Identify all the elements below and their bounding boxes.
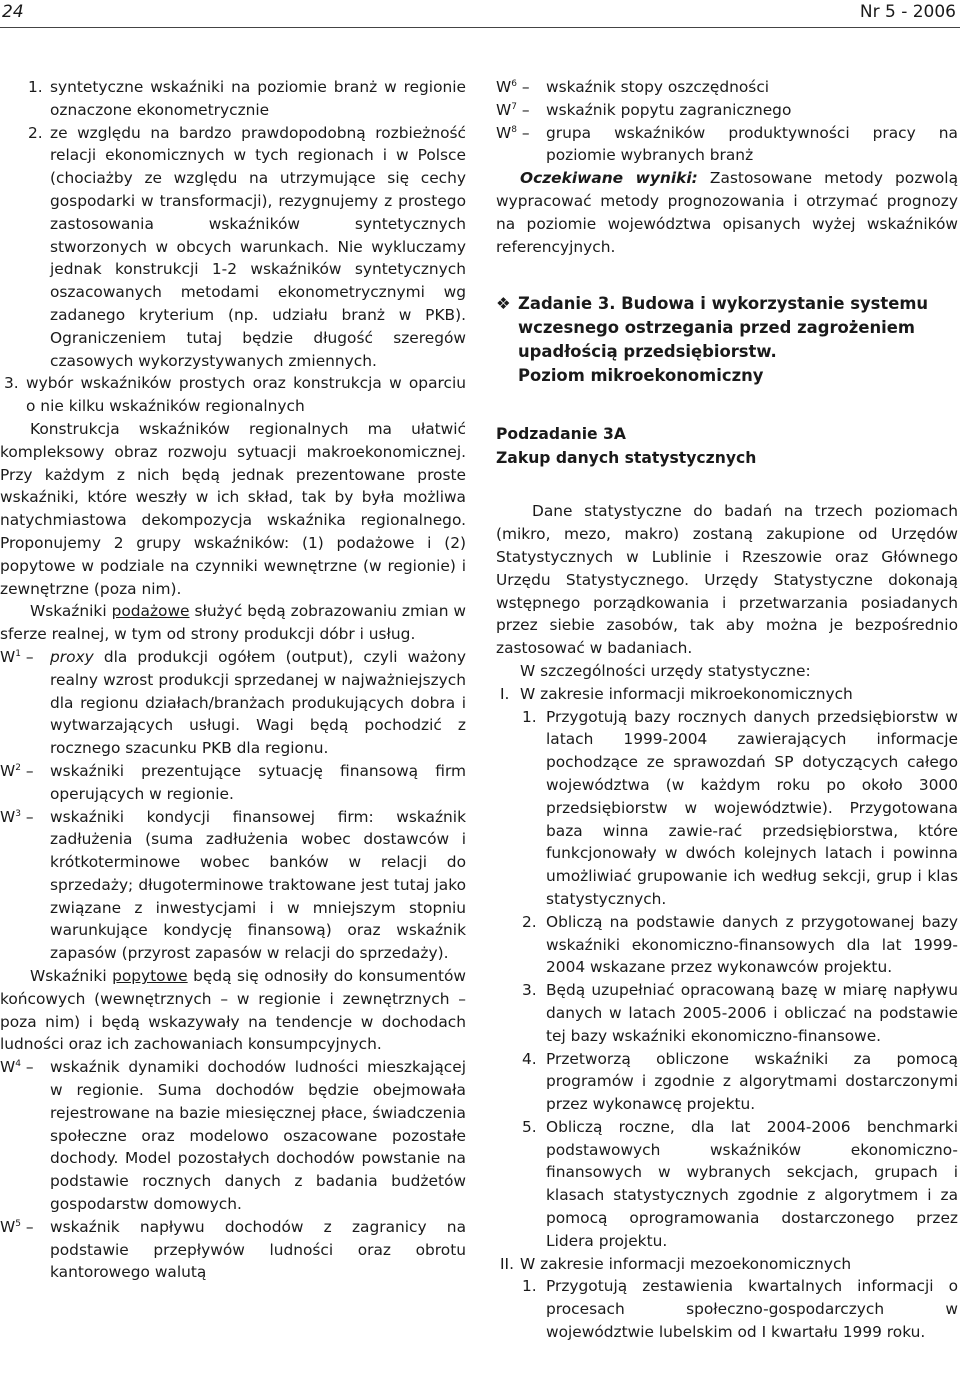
list-item: 2. Obliczą na podstawie danych z przygotowanej bazy wskaźniki ekonomiczno-finansowych dla lat 1999-2004 wskazane przez wykonawców projektu.	[522, 912, 958, 977]
task-level: Poziom mikroekonomiczny	[518, 366, 764, 386]
indicator-w7: $W^7$ – wskaźnik popytu zagranicznego	[496, 100, 792, 119]
list-item: 3. wybór wskaźników prostych oraz konstrukcja w oparciu o nie kilku wskaźników regionalnych	[4, 374, 466, 416]
diamond-bullet-icon: ❖	[496, 294, 511, 314]
list-item: 1. syntetyczne wskaźniki na poziomie branż w regionie oznaczone ekonometrycznie	[28, 78, 466, 119]
indicator-w5: $W^5$ – wskaźnik napływu dochodów z zagranicy na podstawie przepływów ludności oraz obrotu kantorowego walutą	[0, 1217, 466, 1282]
section-mikro: I. W zakresie informacji mikroekonomicznych	[500, 684, 853, 703]
indicator-w8: $W^8$ – grupa wskaźników produktywności pracy na poziomie wybranych branż	[496, 123, 958, 165]
list-item: 4. Przetworzą obliczone wskaźniki za pomocą programów i zgodnie z algorytmami dostarczonymi przez wykonawcę projektu.	[522, 1049, 958, 1114]
right-column	[496, 76, 958, 1344]
subtask-title: Podzadanie 3A	[496, 425, 626, 444]
page-number: 24	[2, 2, 24, 22]
subtask-subtitle: Zakup danych statystycznych	[496, 449, 757, 468]
page-header	[0, 0, 960, 26]
indicator-w4: $W^4$ – wskaźnik dynamiki dochodów ludności mieszkającej w regionie. Suma dochodów będzie obejmowała rejestrowane na bazie miesięcznej płace, świadczenia społeczne oraz modelowo oszacowane pozostałe dochody. Model pozostałych dochodów powstanie na podstawie rocznych danych z badania budżetów gospodarstw domowych.	[0, 1058, 466, 1214]
indicator-w2: $W^2$ – wskaźniki prezentujące sytuację finansową firm operujących w regionie.	[0, 761, 466, 803]
indicator-w3: $W^3$ – wskaźniki kondycji finansowej firm: wskaźnik zadłużenia (suma zadłużenia wobec dostawców i krótkoterminowe wobec banków w relacji do sprzedaży; długoterminowe traktowane jest tutaj jako związane z inwestycjami i w mniejszym stopniu warunkujące kondycję finansową) oraz wskaźnik zapasów (przyrost zapasów w relacji do sprzedaży).	[0, 807, 466, 963]
paragraph: W szczególności urzędy statystyczne:	[520, 661, 811, 680]
left-column	[0, 76, 466, 1284]
header-rule	[0, 27, 960, 28]
paragraph: Wskaźniki popytowe będą się odnosiły do konsumentów końcowych (wewnętrznych – w regionie i zewnętrznych – poza nim) i będą wskazywały na tendencje w dochodach ludności oraz ich zachowaniach konsumpcyjnych.	[0, 967, 466, 1054]
section-mezo: II. W zakresie informacji mezoekonomicznych	[500, 1254, 852, 1273]
list-item: 2. ze względu na bardzo prawdopodobną rozbieżność relacji ekonomicznych w tych regionach i w Polsce (chociażby ze względu na utrzymujące się cechy gospodarki w transformacji), rezygnujemy z prostego zastosowania wskaźników syntetycznych stworzonych w obcych warunkach. Nie wykluczamy jednak konstrukcji 1-2 wskaźników syntetycznych oszacowanych metodami ekonometrycznymi wg zadanego kryterium (np. udziału branż w PKB). Ograniczeniem tutaj będzie długość szeregów czasowych wykorzystywanych zmiennych.	[28, 123, 466, 370]
issue-label: Nr 5 - 2006	[859, 2, 956, 22]
list-item: 3. Będą uzupełniać opracowaną bazę w miarę napływu danych w latach 2005-2006 i obliczać na podstawie tej bazy wskaźniki ekonomiczno-finansowe.	[522, 981, 958, 1045]
indicator-w1: $W^1$ – proxy dla produkcji ogółem (output), czyli ważony realny wzrost produkcji sprzedanej w najważniejszych dla regionu działach/branżach produkujących dobra i wytwarzających usługi. Wagi będą pochodzić z rocznego szacunku PKB dla regionu.	[0, 647, 466, 758]
expected-results: Oczekiwane wyniki: Zastosowane metody pozwolą wypracować metody prognozowania i otrzymać prognozy na poziomie województwa opisanych wyżej wskaźników referencyjnych.	[496, 169, 958, 256]
list-item: 5. Obliczą roczne, dla lat 2004-2006 benchmarki podstawowych wskaźników ekonomiczno-finansowych w wybranych sekcjach, grupach i klasach statystycznych zgodnie z algorytmem i za pomocą oprogramowania dostarczonego przez Lidera projektu.	[522, 1117, 958, 1250]
task-heading: ❖ Zadanie 3. Budowa i wykorzystanie systemu wczesnego ostrzegania przed zagrożeniem upadłością przedsiębiorstw. Poziom mikroekonomiczny	[496, 292, 958, 388]
list-item: 1. Przygotują zestawienia kwartalnych informacji o procesach społeczno-gospodarczych w województwie lubelskim od I kwartału 1999 roku.	[522, 1277, 958, 1342]
list-item: 1. Przygotują bazy rocznych danych przedsiębiorstw w latach 1999-2004 zawierających informacje pochodzące ze sprawozdań SP dotyczących całego województwa (w każdym roku po około 3000 przedsiębiorstw w województwie). Przygotowana baza winna zawie-rać przedsiębiorstwa, które funkcjonowały w dwóch kolejnych latach i powinna umożliwiać grupowanie ich według sekcji, grup i klas statystycznych.	[522, 707, 958, 908]
paragraph: Wskaźniki podażowe służyć będą zobrazowaniu zmian w sferze realnej, w tym od strony produkcji dóbr i usług.	[0, 602, 467, 644]
paragraph: Konstrukcja wskaźników regionalnych ma ułatwić kompleksowy obraz rozwoju sytuacji makroekonomicznej. Przy każdym z nich będą jednak prezentowane proste wskaźniki, które weszły w ich skład, tak by była możliwa natychmiastowa dekompozycja wskaźnika regionalnego. Proponujemy 2 grupy wskaźników: (1) podażowe i (2) popytowe w podziale na czynniki wewnętrzne (w regionie) i zewnętrzne (poza nim).	[0, 419, 466, 598]
indicator-w6: $W^6$ – wskaźnik stopy oszczędności	[496, 78, 770, 96]
paragraph: Dane statystyczne do badań na trzech poziomach (mikro, mezo, makro) zostaną zakupione od Urzędów Statystycznych w Lublinie i Rzeszowie oraz Głównego Urzędu Statystycznego. Urzędy Statystyczne dokonają wstępnego porządkowania i przetwarzania posiadanych przez siebie zasobów, tak aby można je bezpośrednio zastosować w badaniach.	[496, 502, 958, 658]
